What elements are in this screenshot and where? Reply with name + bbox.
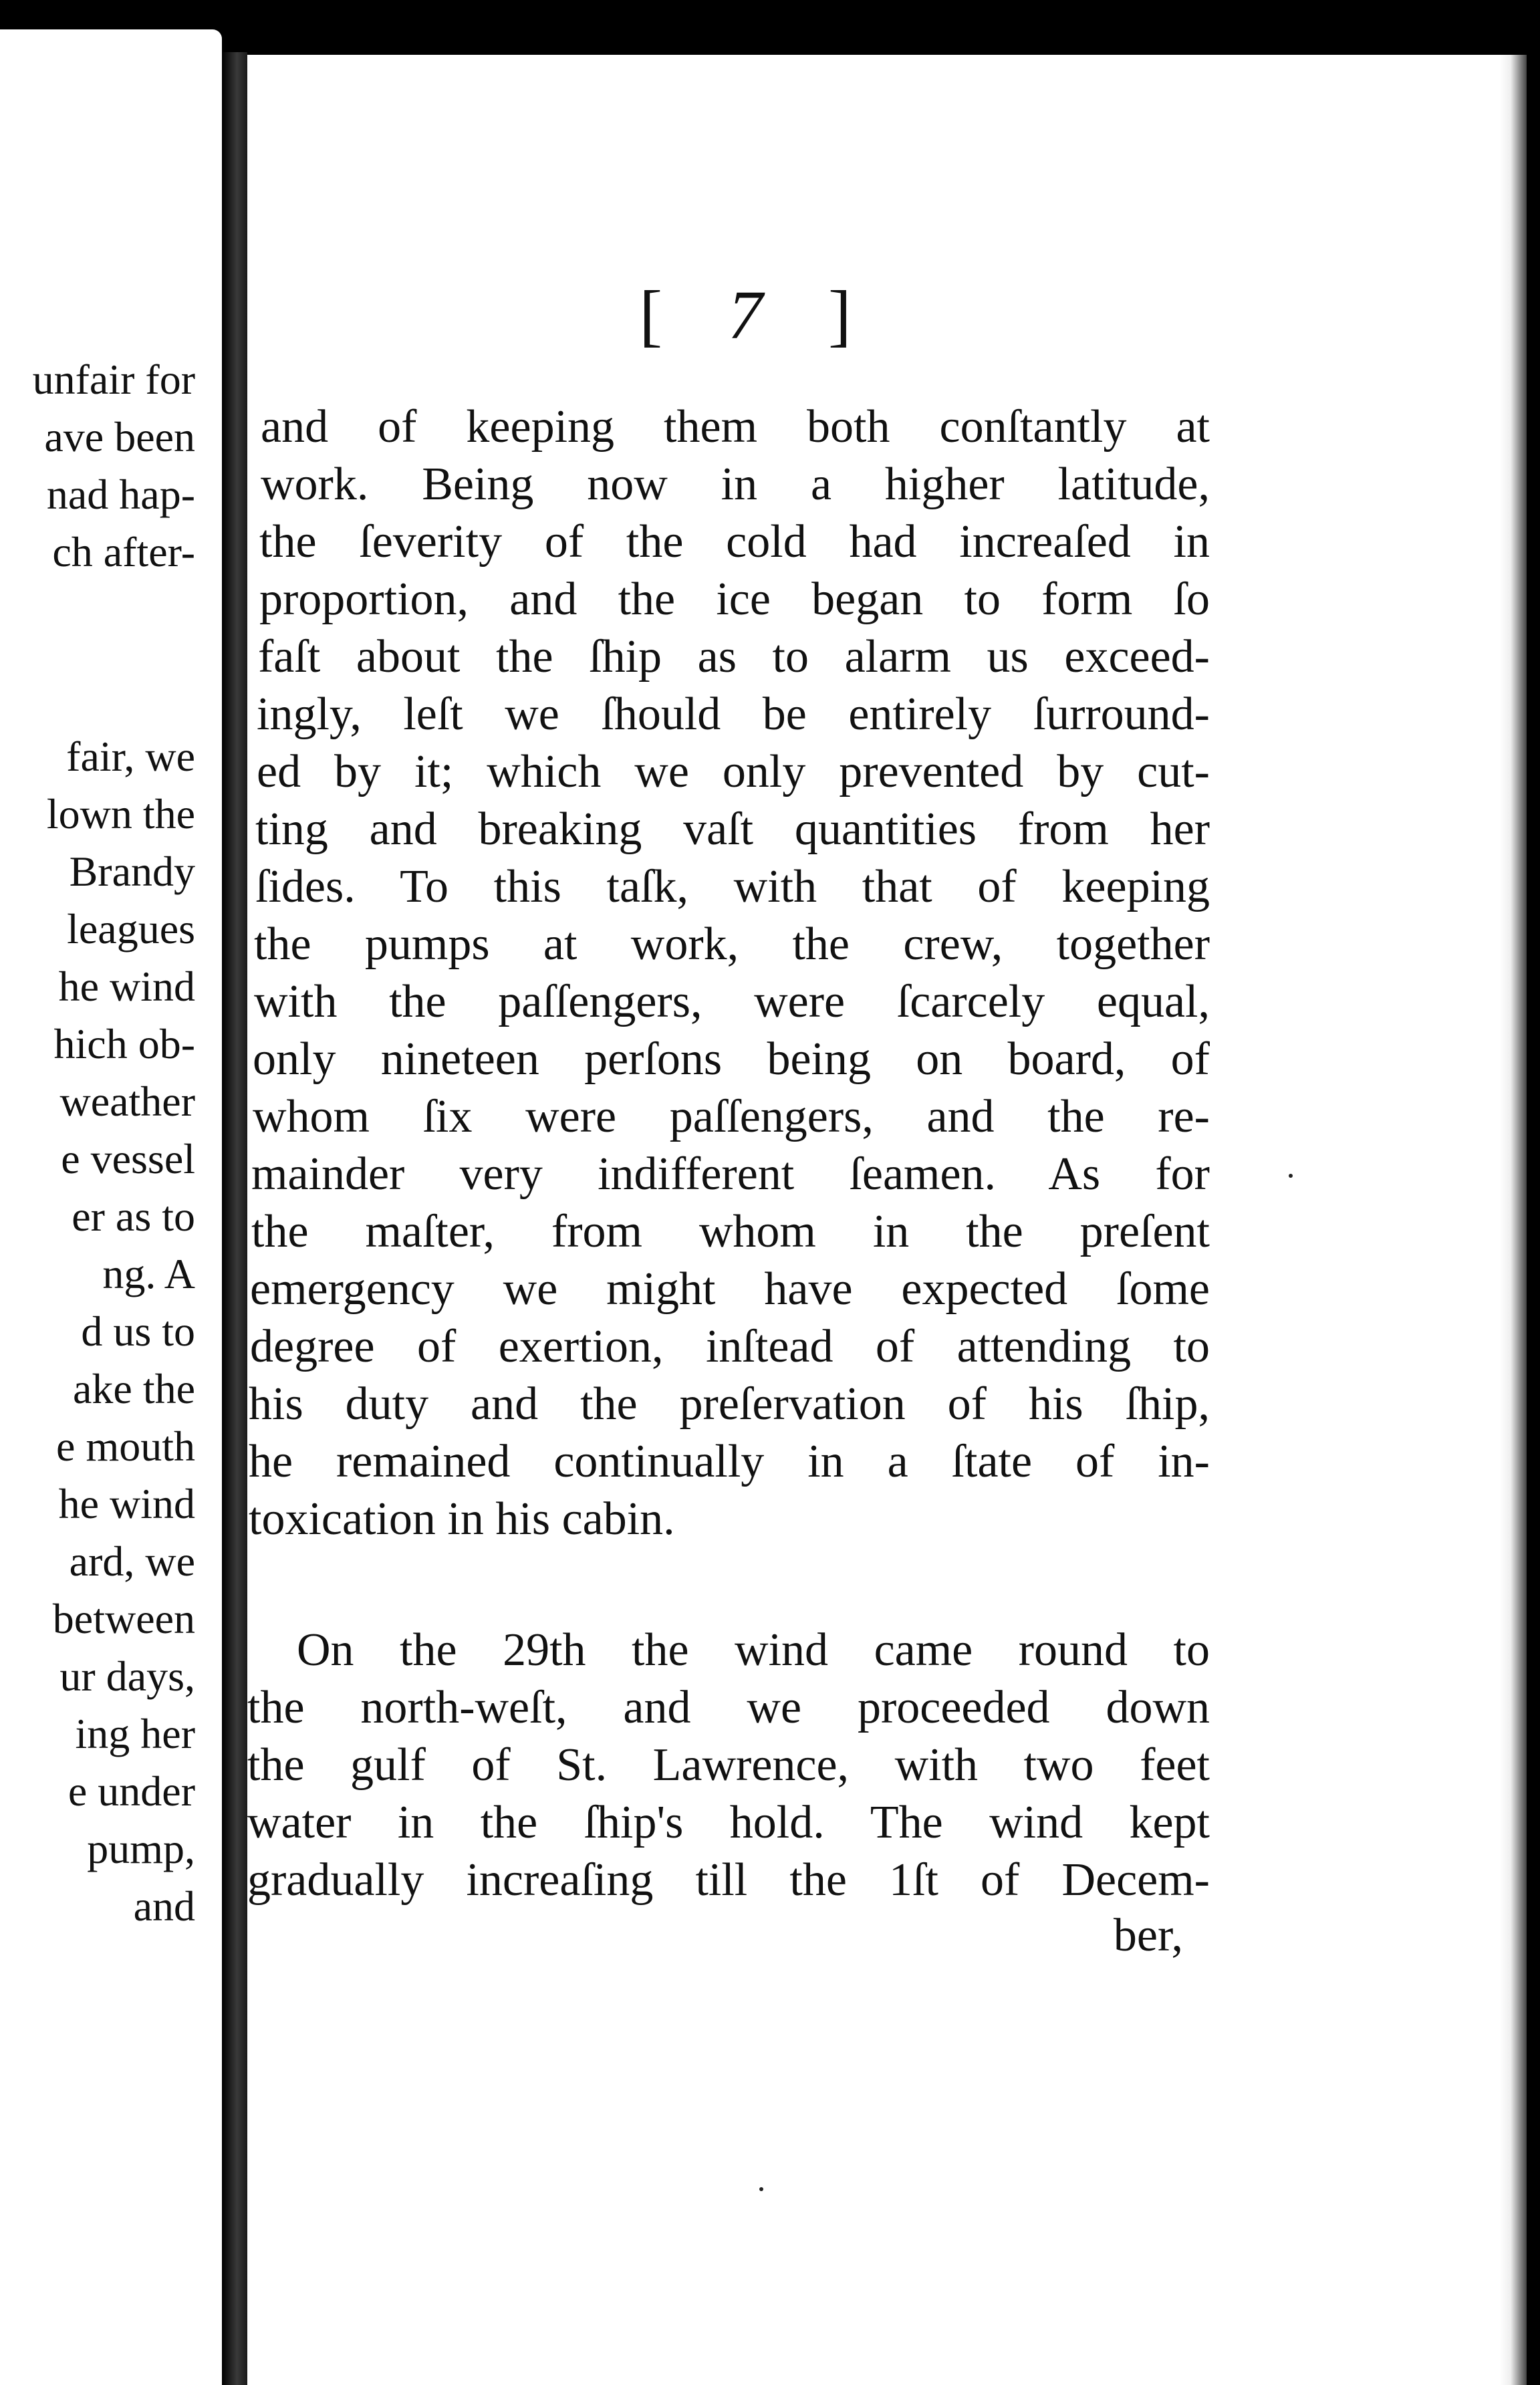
facing-line: nad hap- — [46, 471, 195, 518]
paragraph-1-line: degree of exertion, inſtead of attending to — [250, 1321, 1210, 1372]
paragraph-2-line: water in the ſhip's hold. The wind kept — [247, 1797, 1210, 1848]
paragraph-2-line: the gulf of St. Lawrence, with two feet — [247, 1739, 1210, 1791]
facing-line: Brandy — [69, 848, 195, 895]
facing-line: e vessel — [61, 1135, 195, 1182]
paragraph-1-line: faſt about the ſhip as to alarm us exceed- — [258, 631, 1210, 682]
facing-line: ard, we — [69, 1537, 195, 1585]
facing-line: ng. A — [102, 1250, 195, 1297]
facing-line: pump, — [87, 1825, 195, 1872]
paragraph-2-line: the north-weſt, and we proceeded down — [247, 1682, 1210, 1733]
facing-line: e mouth — [56, 1422, 195, 1470]
facing-line: weather — [59, 1078, 195, 1125]
page-number — [614, 275, 881, 355]
page-number-bracket-close: ] — [828, 277, 856, 354]
main-page — [247, 55, 1527, 2385]
paragraph-1-line: mainder very indifferent ſeamen. As for — [251, 1148, 1210, 1200]
page-edge-shadow — [1500, 55, 1527, 2385]
paragraph-1-line: ingly, leſt we ſhould be entirely ſurround- — [257, 688, 1210, 740]
paragraph-1-line: whom ſix were paſſengers, and the re- — [253, 1091, 1210, 1142]
ink-speck — [1289, 1174, 1293, 1178]
facing-line: ing her — [75, 1710, 195, 1757]
paragraph-1-line: ed by it; which we only prevented by cut- — [257, 746, 1210, 797]
page-number-bracket-open: [ — [639, 277, 666, 354]
facing-line: unfair for — [32, 356, 195, 403]
facing-line: hich ob- — [53, 1020, 195, 1068]
facing-line: ch after- — [52, 528, 195, 576]
paragraph-1-line: ſides. To this taſk, with that of keeping — [255, 861, 1210, 912]
paragraph-1-line: the pumps at work, the crew, together — [254, 918, 1210, 970]
facing-line: he wind — [58, 1480, 195, 1527]
catchword: ber, — [1113, 1910, 1183, 1961]
paragraph-1-line: emergency we might have expected ſome — [250, 1263, 1210, 1315]
facing-line: d us to — [81, 1307, 195, 1355]
paragraph-1-line: only nineteen perſons being on board, of — [253, 1033, 1210, 1085]
facing-line: fair, we — [66, 733, 195, 780]
paragraph-1-line: he remained continually in a ſtate of in- — [249, 1436, 1210, 1487]
paragraph-1-line: and of keeping them both conſtantly at — [261, 401, 1210, 453]
facing-page-left — [0, 29, 222, 2385]
facing-line: er as to — [72, 1192, 195, 1240]
ink-speck — [759, 2187, 763, 2191]
facing-line: and — [133, 1882, 195, 1930]
facing-line: lown the — [46, 790, 195, 838]
paragraph-1-line: proportion, and the ice began to form ſo — [259, 574, 1210, 625]
facing-line: leagues — [67, 905, 195, 953]
paragraph-2-line: On the 29th the wind came round to — [297, 1624, 1210, 1676]
facing-line: e under — [68, 1767, 195, 1815]
paragraph-1-line: toxication in his cabin. — [249, 1493, 675, 1545]
facing-line: ake the — [73, 1365, 195, 1412]
facing-line: he wind — [58, 963, 195, 1010]
paragraph-2-line: gradually increaſing till the 1ſt of Decem- — [247, 1854, 1210, 1906]
book-gutter — [222, 52, 247, 2385]
facing-line: between — [52, 1595, 195, 1642]
paragraph-1-line: the maſter, from whom in the preſent — [251, 1206, 1210, 1257]
paragraph-1-line: the ſeverity of the cold had increaſed in — [259, 516, 1210, 568]
paragraph-1-line: his duty and the preſervation of his ſhip, — [249, 1378, 1210, 1430]
paragraph-1-line: work. Being now in a higher latitude, — [261, 459, 1210, 510]
facing-line: ur days, — [59, 1652, 195, 1700]
page-number-value: 7 — [728, 277, 767, 354]
paragraph-1-line: with the paſſengers, were ſcarcely equal, — [254, 976, 1210, 1027]
paragraph-1-line: ting and breaking vaſt quantities from her — [255, 803, 1210, 855]
facing-line: ave been — [44, 413, 195, 461]
